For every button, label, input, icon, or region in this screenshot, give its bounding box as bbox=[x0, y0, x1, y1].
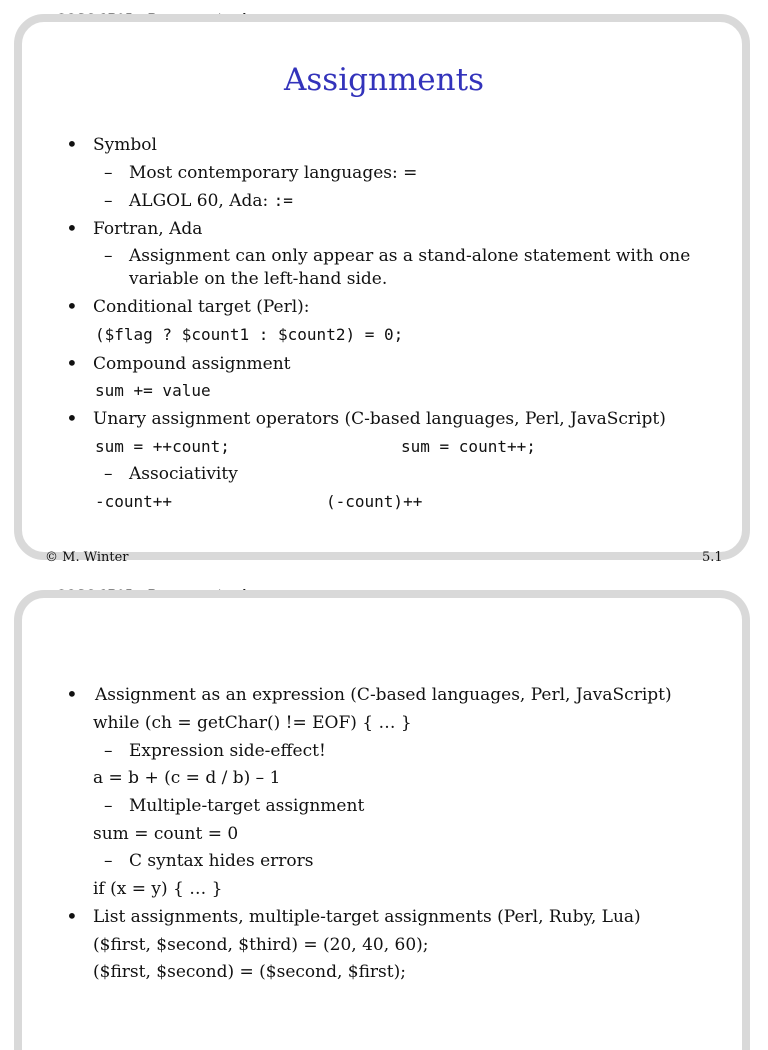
dash-marker: – bbox=[104, 796, 113, 816]
algol-operator: := bbox=[273, 191, 293, 210]
slide1-code-prefix: sum = ++count; bbox=[95, 437, 230, 456]
slide1-bullet-compound: Compound assignment bbox=[93, 354, 291, 374]
dash-marker: – bbox=[104, 851, 113, 871]
slide2-line-a-equals: a = b + (c = d / b) – 1 bbox=[93, 768, 281, 788]
slide1-sub-contemporary: Most contemporary languages: = bbox=[129, 163, 418, 183]
slide1-sub-standalone-2: variable on the left-hand side. bbox=[129, 269, 388, 289]
bullet-dot: • bbox=[66, 216, 78, 240]
slide1-bullet-conditional: Conditional target (Perl): bbox=[93, 297, 310, 317]
slide1-bullet-symbol: Symbol bbox=[93, 135, 157, 155]
slide2-bullet-list-assignments: List assignments, multiple-target assignments (Perl, Ruby, Lua) bbox=[93, 907, 641, 927]
slide2-line-if: if (x = y) { … } bbox=[93, 879, 223, 899]
slide2-line-list-1: ($first, $second, $third) = (20, 40, 60); bbox=[93, 935, 429, 955]
slide1-code-neg-postfix: -count++ bbox=[95, 492, 173, 511]
dash-marker: – bbox=[104, 741, 113, 761]
bullet-dot: • bbox=[66, 682, 78, 706]
slide2-sub-hides-errors: C syntax hides errors bbox=[129, 851, 314, 871]
slide2-sub-multiple-target: Multiple-target assignment bbox=[129, 796, 365, 816]
slide1-code-paren-postfix: (-count)++ bbox=[326, 492, 423, 511]
dash-marker: – bbox=[104, 163, 113, 183]
bullet-dot: • bbox=[66, 351, 78, 375]
slide1-bullet-unary: Unary assignment operators (C-based languages, Perl, JavaScript) bbox=[93, 409, 666, 429]
footer-page-number: 5.1 bbox=[702, 550, 723, 565]
dash-marker: – bbox=[104, 191, 113, 211]
bullet-dot: • bbox=[66, 294, 78, 318]
slide1-sub-standalone-1: Assignment can only appear as a stand-alone statement with one bbox=[129, 246, 691, 266]
dash-marker: – bbox=[104, 464, 113, 484]
footer-author: © M. Winter bbox=[45, 550, 129, 565]
dash-marker: – bbox=[104, 246, 113, 266]
slide2-bullet-expression: Assignment as an expression (C-based languages, Perl, JavaScript) bbox=[95, 685, 672, 705]
slide2-line-list-2: ($first, $second) = ($second, $first); bbox=[93, 962, 406, 982]
slide1-code-postfix: sum = count++; bbox=[401, 437, 536, 456]
algol-label: ALGOL 60, Ada: bbox=[129, 191, 274, 211]
slide1-code-compound: sum += value bbox=[95, 381, 211, 400]
slide2-sub-side-effect: Expression side-effect! bbox=[129, 741, 326, 761]
slide2-line-while: while (ch = getChar() != EOF) { … } bbox=[93, 713, 412, 733]
bullet-dot: • bbox=[66, 132, 78, 156]
slide1-sub-algol bbox=[129, 190, 293, 212]
slide1-code-conditional: ($flag ? $count1 : $count2) = 0; bbox=[95, 325, 404, 344]
slide1-bullet-fortran: Fortran, Ada bbox=[93, 219, 203, 239]
slide1-sub-associativity: Associativity bbox=[129, 464, 238, 484]
slide1-title: Assignments bbox=[283, 62, 484, 98]
bullet-dot: • bbox=[66, 904, 78, 928]
bullet-dot: • bbox=[66, 406, 78, 430]
slide2-line-sum-count: sum = count = 0 bbox=[93, 824, 239, 844]
